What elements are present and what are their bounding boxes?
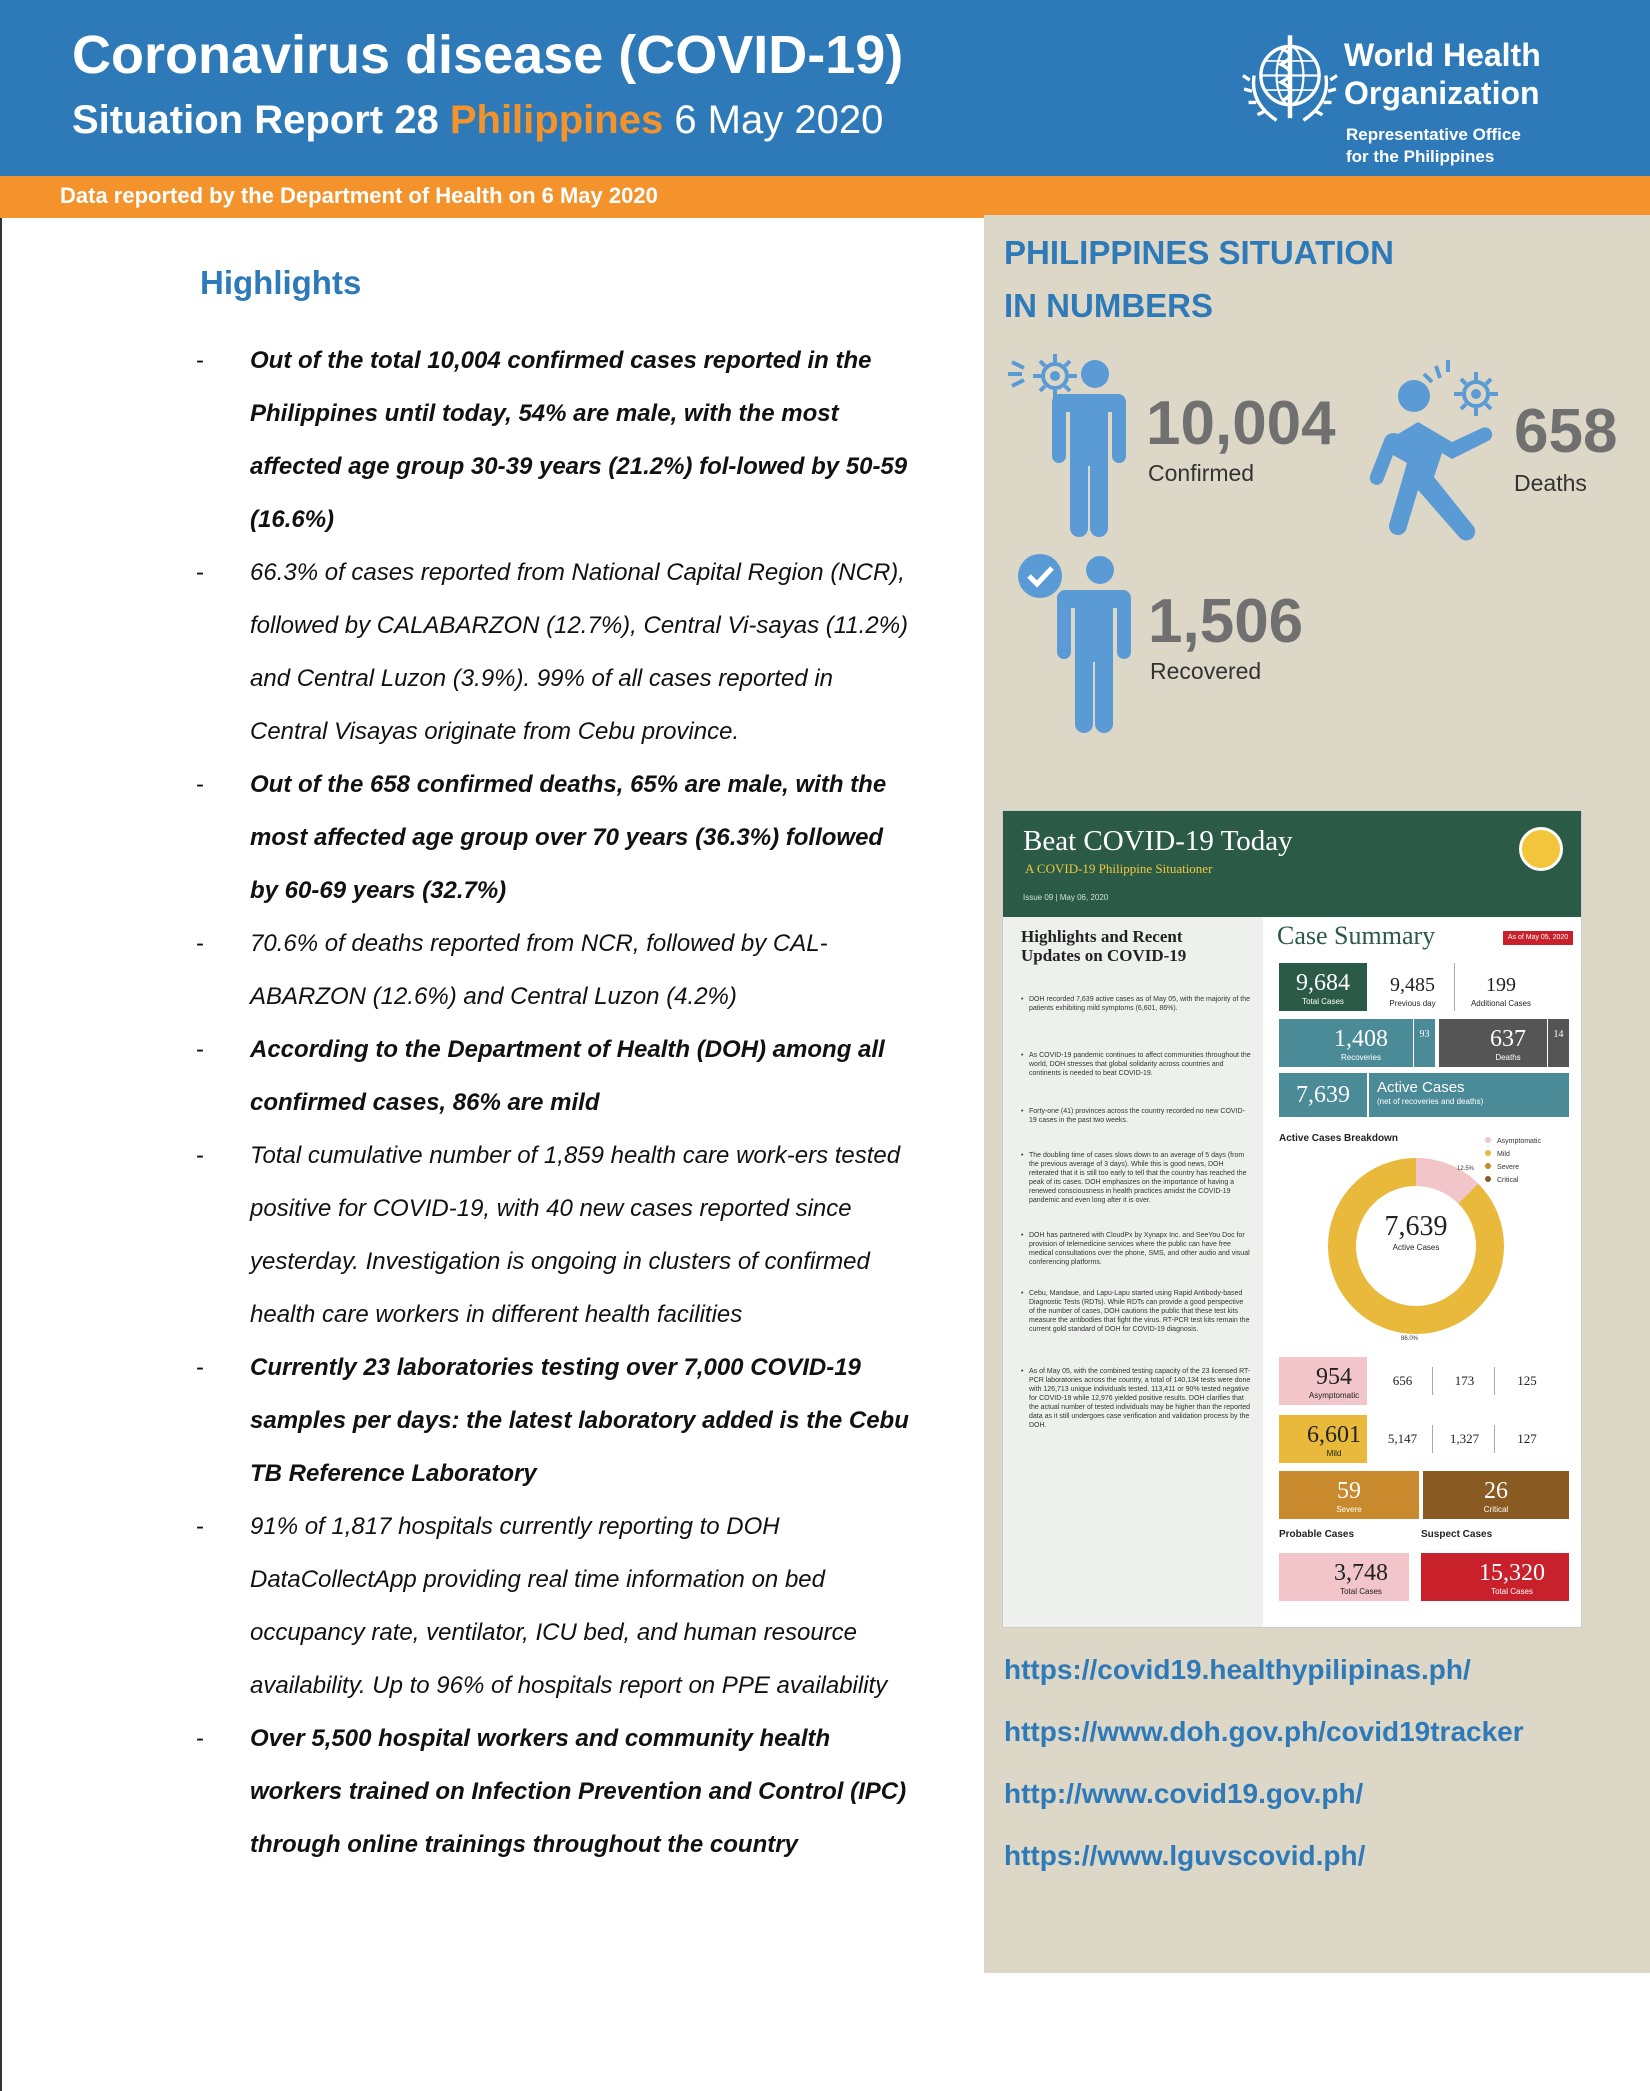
highlight-item bbox=[196, 758, 916, 917]
total-cases-label: Total Cases bbox=[1302, 997, 1344, 1006]
recovered-label: Recovered bbox=[1150, 658, 1262, 684]
highlight-item bbox=[196, 1500, 916, 1712]
active-cases-label-box bbox=[1369, 1073, 1569, 1117]
highlight-text: 66.3% of cases reported from National Capital Region (NCR), followed by CALABARZON (12.7%), Central Vi-sayas (11.2%) and Central Luzon (3.9%). 99% of all cases reported in Central Visayas originate from Cebu province. bbox=[250, 559, 909, 745]
report-subtitle bbox=[72, 98, 883, 143]
link-lguvscovid[interactable]: https://www.lguvscovid.ph/ bbox=[1004, 1840, 1366, 1871]
situationer-bullet: • Cebu, Mandaue, and Lapu-Lapu started using Rapid Antibody-based Diagnostic Tests (RDTs). While RDTs can provide a good perspective of the number of cases, DOH cautions the public that these test kits measure the antibodies that fight the virus. RT-PCR test kits remain the current gold standard of DOH for COVID-19 diagnosis. bbox=[1029, 1289, 1251, 1334]
highlight-item bbox=[196, 1341, 916, 1500]
mild-value: 6,601 bbox=[1307, 1422, 1361, 1448]
highlight-item bbox=[196, 917, 916, 1023]
deaths-value: 637 bbox=[1490, 1026, 1526, 1052]
active-cases-label: Active Cases bbox=[1377, 1079, 1465, 1096]
mild-c bbox=[1497, 1425, 1557, 1453]
situationer-bullet: • Forty-one (41) provinces across the country recorded no new COVID-19 cases in the past two weeks. bbox=[1029, 1107, 1251, 1125]
asymptomatic-a bbox=[1373, 1367, 1433, 1395]
deaths-added: 14 bbox=[1547, 1019, 1569, 1067]
recovered-person-icon bbox=[1016, 548, 1156, 748]
critical-box bbox=[1423, 1471, 1569, 1519]
link-doh-tracker[interactable]: https://www.doh.gov.ph/covid19tracker bbox=[1004, 1716, 1524, 1747]
confirmed-count: 10,004 bbox=[1146, 389, 1336, 458]
asymptomatic-c bbox=[1497, 1367, 1557, 1395]
previous-day-label: Previous day bbox=[1389, 999, 1436, 1008]
active-cases-note: (net of recoveries and deaths) bbox=[1377, 1097, 1484, 1106]
deaths-small-label: Deaths bbox=[1495, 1053, 1521, 1062]
asymptomatic-a-value: 656 bbox=[1392, 1373, 1413, 1388]
situationer-bullet: • DOH recorded 7,639 active cases as of May 05, with the majority of the patients exhibiting mild symptoms (6,601, 86%). bbox=[1029, 995, 1251, 1013]
probable-label: Total Cases bbox=[1340, 1587, 1382, 1596]
who-emblem-icon bbox=[1234, 24, 1346, 136]
highlight-bullet: - bbox=[196, 1725, 204, 1752]
donut-center bbox=[1321, 1211, 1511, 1253]
report-country: Philippines bbox=[449, 98, 664, 142]
additional-cases-box bbox=[1459, 963, 1543, 1011]
additional-cases-value: 199 bbox=[1486, 974, 1516, 996]
suspect-label: Total Cases bbox=[1491, 1587, 1533, 1596]
deaths-person-icon bbox=[1366, 356, 1518, 546]
confirmed-person-icon bbox=[1000, 344, 1150, 544]
highlight-bullet: - bbox=[196, 1513, 204, 1540]
suspect-title: Suspect Cases bbox=[1421, 1529, 1493, 1540]
legend-label: Critical bbox=[1497, 1177, 1519, 1184]
pct-asymptomatic: 12.5% bbox=[1457, 1166, 1475, 1172]
highlight-text: Currently 23 laboratories testing over 7,000 COVID-19 samples per days: the latest laboratory added is the Cebu TB Reference Laboratory bbox=[250, 1354, 909, 1487]
mild-a bbox=[1373, 1425, 1433, 1453]
mild-c-value: 127 bbox=[1517, 1431, 1537, 1446]
highlight-bullet: - bbox=[196, 930, 204, 957]
highlight-text: 91% of 1,817 hospitals currently reporting to DOH DataCollectApp providing real time information on bed occupancy rate, ventilator, ICU bed, and human resource availability. Up to 96% of hospitals report on PPE availability bbox=[250, 1513, 888, 1699]
probable-value: 3,748 bbox=[1334, 1560, 1388, 1586]
severe-label: Severe bbox=[1336, 1505, 1362, 1514]
report-title: Coronavirus disease (COVID-19) bbox=[72, 25, 904, 85]
highlight-bullet: - bbox=[196, 1036, 204, 1063]
who-name-line1: World Health bbox=[1344, 37, 1541, 73]
asymptomatic-value: 954 bbox=[1316, 1364, 1352, 1390]
highlight-item bbox=[196, 1712, 916, 1871]
critical-value: 26 bbox=[1484, 1478, 1508, 1504]
mild-a-value: 5,147 bbox=[1387, 1431, 1418, 1446]
asymptomatic-b-value: 173 bbox=[1454, 1373, 1475, 1388]
probable-title: Probable Cases bbox=[1279, 1529, 1355, 1540]
previous-day-box bbox=[1371, 963, 1455, 1011]
highlight-text: Total cumulative number of 1,859 health care work-ers tested positive for COVID-19, with 40 new cases reported since yesterday. Investigation is ongoing in clusters of confirmed health care workers in different health facilities bbox=[250, 1142, 901, 1328]
highlight-bullet: - bbox=[196, 771, 204, 798]
highlight-bullet: - bbox=[196, 1142, 204, 1169]
link-covid19-gov[interactable]: http://www.covid19.gov.ph/ bbox=[1004, 1778, 1364, 1809]
situationer-subtitle: A COVID-19 Philippine Situationer bbox=[1025, 861, 1213, 876]
severe-box bbox=[1279, 1471, 1419, 1519]
highlight-text: Out of the 658 confirmed deaths, 65% are male, with the most affected age group over 70 years (36.3%) followed by 60-69 years (32.7%) bbox=[250, 771, 887, 904]
donut-center-label: Active Cases bbox=[1392, 1243, 1440, 1252]
who-office bbox=[1346, 124, 1521, 168]
recoveries-box bbox=[1279, 1019, 1413, 1067]
mild-b bbox=[1435, 1425, 1495, 1453]
pct-mild: 86.0% bbox=[1401, 1336, 1419, 1342]
additional-cases-label: Additional Cases bbox=[1470, 999, 1532, 1008]
highlights-list bbox=[196, 334, 916, 1871]
asymptomatic-box bbox=[1279, 1357, 1367, 1405]
situationer-bullet: • As COVID-19 pandemic continues to affect communities throughout the world, DOH stresses that global solidarity across countries and continents is needed to beat COVID-19. bbox=[1029, 1051, 1251, 1078]
situationer-issue: Issue 09 | May 06, 2020 bbox=[1023, 893, 1109, 902]
legend-swatch bbox=[1485, 1137, 1491, 1143]
situationer-left-heading: Highlights and Recent Updates on COVID-19 bbox=[1021, 927, 1187, 965]
highlight-item bbox=[196, 334, 916, 546]
recovered-count: 1,506 bbox=[1148, 587, 1304, 656]
total-cases-value: 9,684 bbox=[1296, 970, 1350, 996]
highlight-text: 70.6% of deaths reported from NCR, followed by CAL-ABARZON (12.6%) and Central Luzon (4.2%) bbox=[250, 930, 828, 1010]
probable-box bbox=[1279, 1553, 1409, 1601]
situationer-bullet: • The doubling time of cases slows down to an average of 5 days (from the previous average of 3 days). While this is good news, DOH reiterated that it is still too early to tell that the country has reached the peak of its cases. DOH emphasizes on the importance of having a renewed consciousness in health practices amidst the COVID-19 pandemic and even long after it is over. bbox=[1029, 1151, 1251, 1205]
highlight-item bbox=[196, 1129, 916, 1341]
who-office-line2: for the Philippines bbox=[1346, 147, 1495, 166]
critical-label: Critical bbox=[1483, 1505, 1509, 1514]
highlight-text: According to the Department of Health (DOH) among all confirmed cases, 86% are mild bbox=[250, 1036, 885, 1116]
deaths-count: 658 bbox=[1514, 397, 1618, 466]
legend-label: Mild bbox=[1497, 1151, 1510, 1158]
asymptomatic-b bbox=[1435, 1367, 1495, 1395]
highlight-bullet: - bbox=[196, 1354, 204, 1381]
suspect-value: 15,320 bbox=[1479, 1560, 1545, 1586]
recoveries-label: Recoveries bbox=[1340, 1053, 1381, 1062]
highlight-bullet: - bbox=[196, 347, 204, 374]
mild-box bbox=[1279, 1415, 1367, 1463]
highlights-heading: Highlights bbox=[200, 264, 362, 301]
severe-value: 59 bbox=[1337, 1478, 1361, 1504]
page-border bbox=[0, 218, 2, 2091]
doh-seal-icon bbox=[1519, 827, 1563, 871]
situationer-title: Beat COVID-19 Today bbox=[1023, 825, 1293, 857]
legend-label: Severe bbox=[1497, 1164, 1520, 1171]
data-source-text: Data reported by the Department of Health on 6 May 2020 bbox=[60, 183, 658, 208]
donut-center-value: 7,639 bbox=[1384, 1211, 1448, 1242]
situationer-infographic bbox=[1002, 810, 1582, 1628]
link-healthypilipinas[interactable]: https://covid19.healthypilipinas.ph/ bbox=[1004, 1654, 1471, 1685]
legend-item bbox=[1485, 1137, 1541, 1146]
legend-label: Asymptomatic bbox=[1497, 1138, 1541, 1145]
recoveries-value: 1,408 bbox=[1334, 1026, 1388, 1052]
case-summary-title: Case Summary bbox=[1277, 921, 1436, 950]
mild-b-value: 1,327 bbox=[1449, 1431, 1480, 1446]
deaths-box bbox=[1439, 1019, 1547, 1067]
report-date: 6 May 2020 bbox=[674, 98, 884, 142]
asymptomatic-label: Asymptomatic bbox=[1308, 1391, 1360, 1400]
who-office-line1: Representative Office bbox=[1346, 125, 1521, 144]
highlight-item bbox=[196, 1023, 916, 1129]
mild-label: Mild bbox=[1326, 1449, 1342, 1458]
report-number: Situation Report 28 bbox=[72, 98, 439, 142]
as-of-badge: As of May 05, 2020 bbox=[1503, 931, 1573, 945]
highlight-text: Out of the total 10,004 confirmed cases reported in the Philippines until today, 54% are male, with the most affected age group 30-39 years (21.2%) fol-lowed by 50-59 (16.6%) bbox=[250, 347, 908, 533]
deaths-label: Deaths bbox=[1514, 470, 1587, 496]
previous-day-value: 9,485 bbox=[1390, 974, 1435, 996]
active-cases-value: 7,639 bbox=[1296, 1082, 1350, 1108]
highlight-bullet: - bbox=[196, 559, 204, 586]
highlight-text: Over 5,500 hospital workers and community health workers trained on Infection Prevention and Control (IPC) through online trainings throughout the country bbox=[250, 1725, 907, 1858]
situation-title: PHILIPPINES SITUATION IN NUMBERS bbox=[1004, 234, 1394, 324]
situationer-bullet: • As of May 05, with the combined testing capacity of the 23 licensed RT-PCR laboratories across the country, a total of 140,134 tests were done with 126,713 unique individuals tested. 113,411 or 90% tested negative for COVID-19 while 12,976 yielded positive results. DOH clarifies that the actual number of tested individuals may be higher than the reported data as it still undergoes case verification and validation process by the DOH. bbox=[1029, 1367, 1251, 1430]
who-name bbox=[1344, 36, 1541, 112]
total-cases-box bbox=[1279, 963, 1367, 1011]
highlight-item bbox=[196, 546, 916, 758]
breakdown-title: Active Cases Breakdown bbox=[1279, 1133, 1398, 1144]
active-cases-value-box bbox=[1279, 1073, 1367, 1117]
situationer-left-column bbox=[1003, 917, 1263, 1627]
recoveries-added: 93 bbox=[1413, 1019, 1435, 1067]
confirmed-label: Confirmed bbox=[1148, 460, 1255, 486]
suspect-box bbox=[1421, 1553, 1569, 1601]
asymptomatic-c-value: 125 bbox=[1517, 1373, 1537, 1388]
who-name-line2: Organization bbox=[1344, 75, 1540, 111]
situationer-bullet: • DOH has partnered with CloudPx by Xynapx Inc. and SeeYou Doc for provision of telemedicine services where the public can have free medical consultations over the phone, SMS, and other audio and visual conferencing platforms. bbox=[1029, 1231, 1251, 1267]
